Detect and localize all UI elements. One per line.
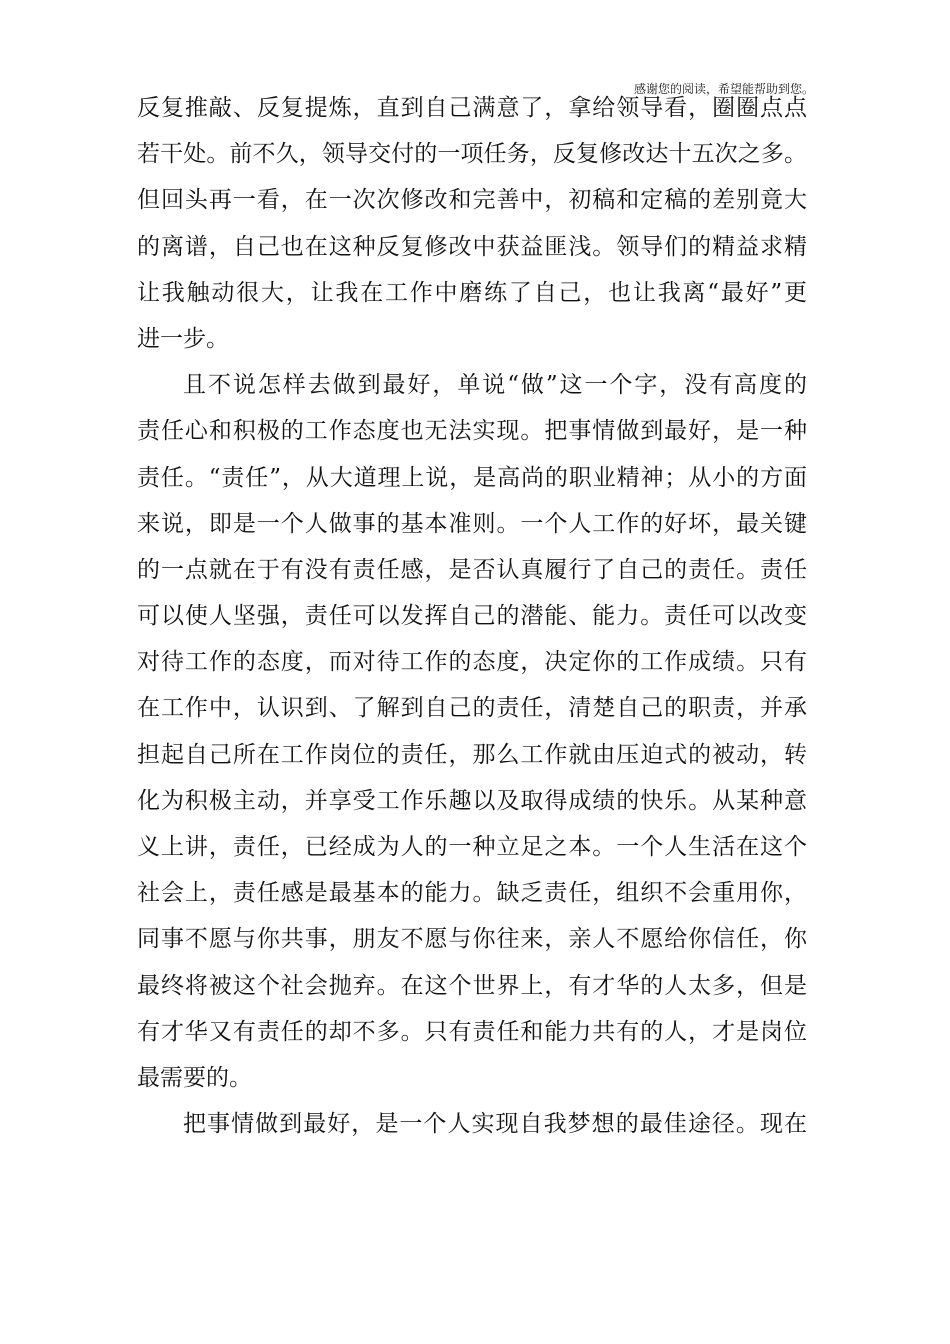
paragraph-start-line: 且不说怎样去做到最好，单说“做”这一个字，没有高度的: [183, 372, 807, 399]
text-line: 让我触动很大，让我在工作中磨练了自己，也让我离“最好”更: [137, 279, 807, 306]
text-line: 社会上，责任感是最基本的能力。缺乏责任，组织不会重用你，: [137, 880, 807, 907]
text-line: 的一点就在于有没有责任感，是否认真履行了自己的责任。责任: [137, 556, 807, 583]
paragraph-start-line: 把事情做到最好，是一个人实现自我梦想的最佳途径。现在: [183, 1111, 807, 1138]
text-line: 最需要的。: [137, 1064, 252, 1091]
text-line: 责任。“责任”，从大道理上说，是高尚的职业精神；从小的方面: [137, 464, 807, 491]
text-line: 有才华又有责任的却不多。只有责任和能力共有的人，才是岗位: [137, 1018, 807, 1045]
text-line: 的离谱，自己也在这种反复修改中获益匪浅。领导们的精益求精: [137, 233, 807, 260]
text-line: 对待工作的态度，而对待工作的态度，决定你的工作成绩。只有: [137, 649, 807, 676]
text-line: 来说，即是一个人做事的基本准则。一个人工作的好坏，最关键: [137, 510, 807, 537]
text-line: 若干处。前不久，领导交付的一项任务，反复修改达十五次之多。: [137, 141, 807, 168]
header-note: 感谢您的阅读，希望能帮助到您。: [633, 82, 814, 96]
text-line: 最终将被这个社会抛弃。在这个世界上，有才华的人太多，但是: [137, 972, 807, 999]
body-text: [137, 85, 807, 1147]
text-line: 义上讲，责任，已经成为人的一种立足之本。一个人生活在这个: [137, 834, 807, 860]
text-line: 同事不愿与你共事，朋友不愿与你往来，亲人不愿给你信任，你: [137, 926, 807, 953]
text-line: 可以使人坚强，责任可以发挥自己的潜能、能力。责任可以改变: [137, 603, 807, 630]
text-line: 但回头再一看，在一次次修改和完善中，初稿和定稿的差别竟大: [137, 187, 807, 214]
text-line: 责任心和积极的工作态度也无法实现。把事情做到最好，是一种: [137, 418, 807, 445]
text-line: 担起自己所在工作岗位的责任，那么工作就由压迫式的被动，转: [137, 741, 807, 768]
text-line: 在工作中，认识到、了解到自己的责任，清楚自己的职责，并承: [137, 695, 807, 722]
text-line: 化为积极主动，并享受工作乐趣以及取得成绩的快乐。从某种意: [137, 787, 807, 814]
text-line: 进一步。: [137, 325, 229, 352]
text-line: 反复推敲、反复提炼，直到自己满意了，拿给领导看，圈圈点点: [137, 95, 807, 121]
